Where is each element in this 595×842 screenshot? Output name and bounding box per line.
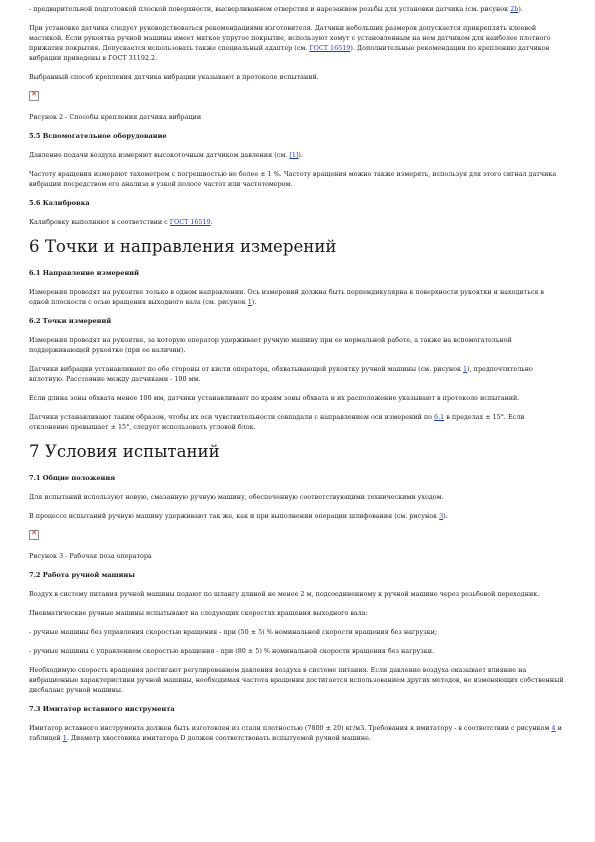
document-page [29,4,566,752]
link-section-6-1[interactable]: 6.1 [434,413,445,421]
heading-section-7: 7 Условия испытаний [29,442,220,461]
paragraph-speed-governed: - ручные машины с управлением скоростью вращения - при (80 ± 5) % номинальной скорости вращения без нагрузки. [29,647,435,655]
paragraph-grip-zone: Если длина зоны обхвата менее 100 мм, датчики устанавливают по краям зоны обхвата и их расположение указывают в протоколе испытаний. [29,394,520,402]
link-figure-1-placement[interactable]: 1 [463,365,468,373]
paragraph-holding: В процессе испытаний ручную машину удерживают так же, как и при выполнении операции шлифования (см. рисунок 3). [29,512,448,520]
broken-image-icon [29,91,39,101]
paragraph-tool-simulator: Имитатор вставного инструмента должен быть изготовлен из стали плотностью (7800 ± 20) кг/м3. Требования к имитатору - в соответствии с рисунком 4 и таблицей 1. Диаметр хвостовика имитатора D должен соответствовать испытуемой ручной машине. [29,724,562,742]
section-title-5-6: 5.6 Калибровка [29,199,90,207]
paragraph-mounting-methods: - предварительной подготовкой плоской поверхности, высверливанием отверстия и нарезанием резьбы для установки датчика (см. рисунок 2b). [29,5,523,13]
section-title-7-3: 7.3 Имитатор вставного инструмента [29,705,175,713]
broken-image-icon-2 [29,530,39,540]
paragraph-installation-advice: При установке датчика следует руководствоваться рекомендациями изготовителя. Датчики небольших размеров допускается прикреплять клеевой мастикой. Если рукоятка ручной машины имеет мягкое упругое покрытие, используют хомут с установленным на нем датчиком для наиболее плотного прижатия покрытия. Допускается использовать также специальный адаптер (см. ГОСТ 16519). Дополнительные рекомендации по креплению датчиков вибрации приведены в ГОСТ 31192.2. [29,24,551,62]
paragraph-speeds-intro: Пневматические ручные машины испытывают на следующих скоростях вращения выходного вала: [29,609,368,617]
paragraph-speed-regulation: Необходимую скорость вращения достигают регулированием давления воздуха в системе питания. Если давление воздуха оказывает влияние на вибрационные характеристики ручной машины, необходимая частота вращения достигается использованием других методов, не изменяющих собственный дисбаланс ручной машины. [29,666,564,694]
link-figure-3[interactable]: 3 [439,512,444,520]
paragraph-pressure: Давление подачи воздуха измеряют высокоточным датчиком давления (см. [1]). [29,151,303,159]
link-figure-4[interactable]: 4 [551,724,556,732]
heading-section-6: 6 Точки и направления измерений [29,237,337,256]
link-reference-1[interactable]: [1] [289,151,299,159]
paragraph-air-hose: Воздух в систему питания ручной машины подают по шлангу длиной не менее 2 м, подсоединенному к ручной машине через резьбовой переходник. [29,590,540,598]
paragraph-direction: Измерения проводят на рукоятке только в одном направлении. Ось измерений должна быть перпендикулярна к поверхности рукоятки и находиться в одной плоскости с осью вращения выходного вала (см. рисунок 1). [29,288,544,306]
paragraph-chosen-method: Выбранный способ крепления датчика вибрации указывают в протоколе испытаний. [29,73,319,81]
paragraph-new-machine: Для испытаний используют новую, смазанную ручную машину, обеспеченную соответствующими техническими уходом. [29,493,444,501]
figure-2-caption: Рисунок 2 - Способы крепления датчика вибрации [29,113,202,121]
section-title-6-2: 6.2 Точки измерений [29,317,112,325]
paragraph-speed-ungoverned: - ручные машины без управления скоростью вращения - при (50 ± 5) % номинальной скорости вращения без нагрузки; [29,628,438,636]
paragraph-tachometer: Частоту вращения измеряют тахометром с погрешностью не более ± 1 %. Частоту вращения можно также измерять, используя для этого сигнал датчика вибрации посредством его анализа в узкой полосе частот или частотомером. [29,170,557,188]
link-table-1[interactable]: 1 [62,734,67,742]
link-figure-1[interactable]: 1 [247,298,252,306]
section-title-7-1: 7.1 Общие положения [29,474,116,482]
link-gost-16519[interactable]: ГОСТ 16519 [309,44,351,52]
paragraph-sensor-axes: Датчики устанавливают таким образом, чтобы их оси чувствительности совпадали с направлением оси измерений по 6.1 в пределах ± 15°. Если отклонение превышает ± 15°, следует использовать угловой блок. [29,413,525,431]
section-title-5-5: 5.5 Вспомогательное оборудование [29,132,167,140]
paragraph-measurement-points: Измерения проводят на рукоятке, за которую оператор удерживает ручную машину при ее нормальной работе, а также на вспомогательной поддерживающей рукоятке (при ее наличии). [29,336,512,354]
link-figure-2b[interactable]: 2b [510,5,519,13]
link-gost-16519-calibration[interactable]: ГОСТ 16519 [169,218,211,226]
section-title-6-1: 6.1 Направление измерений [29,269,140,277]
paragraph-calibration: Калибровку выполняют в соответствии с ГОСТ 16519. [29,218,213,226]
section-title-7-2: 7.2 Работа ручной машины [29,571,135,579]
paragraph-sensor-placement: Датчики вибрации устанавливают по обе стороны от кисти оператора, обхватывающей рукоятку ручной машины (см. рисунок 1), предпочтительно вплотную. Расстояние между датчиками - 100 мм. [29,365,533,383]
figure-3-caption: Рисунок 3 - Рабочая поза оператора [29,552,152,560]
